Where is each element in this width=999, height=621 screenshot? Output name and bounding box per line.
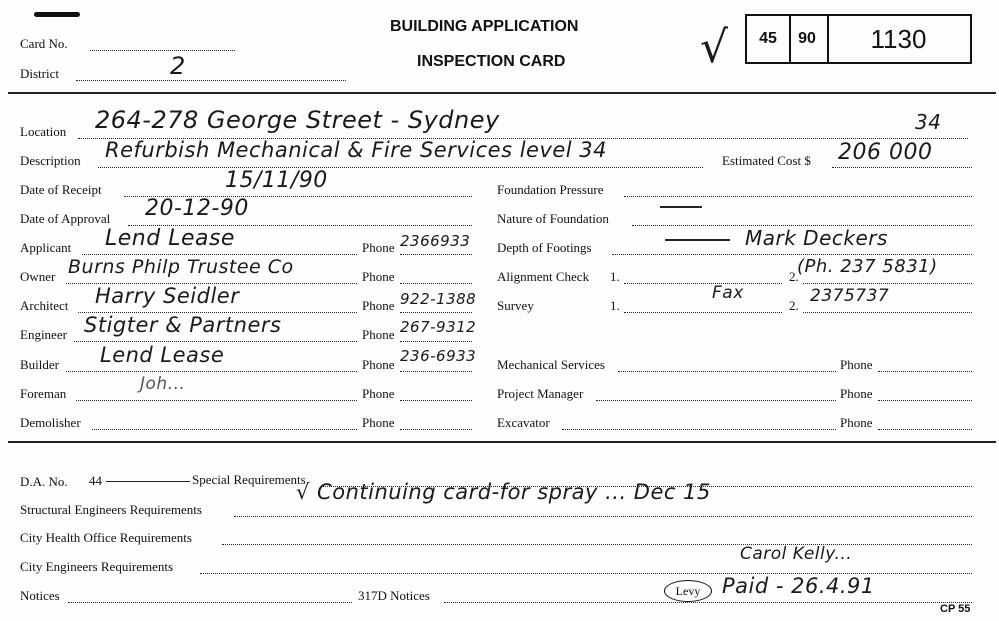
approval-label: Date of Approval bbox=[20, 211, 111, 226]
da-no-label: D.A. No. bbox=[20, 474, 68, 489]
notices-line bbox=[68, 602, 352, 603]
engineer-line bbox=[74, 341, 357, 342]
special-requirements-label: Special Requirements bbox=[192, 472, 306, 487]
survey-1: 1. bbox=[610, 298, 620, 313]
engineer-phone-label: Phone bbox=[362, 327, 395, 342]
applicant-phone-line bbox=[400, 254, 472, 255]
depth-footings-label: Depth of Footings bbox=[497, 240, 592, 255]
applicant-label: Applicant bbox=[20, 240, 72, 255]
foundation-pressure-line bbox=[624, 196, 972, 197]
builder-phone-line bbox=[400, 371, 472, 372]
form-code: CP 55 bbox=[940, 603, 971, 615]
owner-value: Burns Philp Trustee Co bbox=[68, 256, 294, 278]
mechanical-phone-label: Phone bbox=[840, 357, 873, 372]
survey-1-line bbox=[624, 312, 782, 313]
foreman-line bbox=[76, 400, 357, 401]
estimated-cost-line bbox=[832, 167, 972, 168]
district-value: 2 bbox=[170, 52, 186, 80]
project-manager-line bbox=[596, 400, 836, 401]
estimated-cost-value: 206 000 bbox=[838, 140, 933, 165]
applicant-phone-label: Phone bbox=[362, 240, 395, 255]
description-label: Description bbox=[20, 153, 81, 168]
demolisher-phone-line bbox=[400, 429, 472, 430]
owner-phone-line bbox=[400, 283, 472, 284]
engineer-phone-line bbox=[400, 341, 472, 342]
alignment-1-line bbox=[624, 283, 782, 284]
architect-value: Harry Seidler bbox=[95, 284, 240, 308]
structural-value: √ Continuing card-for spray ... Dec 15 bbox=[296, 480, 711, 504]
builder-phone-label: Phone bbox=[362, 357, 395, 372]
code-box-2 bbox=[787, 14, 829, 64]
district-label: District bbox=[20, 66, 59, 81]
builder-value: Lend Lease bbox=[100, 343, 225, 367]
excavator-line bbox=[562, 429, 836, 430]
levy-stamp bbox=[664, 580, 712, 602]
city-health-line bbox=[222, 544, 972, 545]
location-label: Location bbox=[20, 124, 67, 139]
card-number-box bbox=[827, 14, 972, 64]
punch-mark bbox=[34, 12, 80, 17]
architect-phone: 922-1388 bbox=[400, 290, 477, 308]
foreman-phone-label: Phone bbox=[362, 386, 395, 401]
code-box-1-value: 45 bbox=[759, 30, 777, 47]
city-health-label: City Health Office Requirements bbox=[20, 530, 192, 545]
city-engineers-value: Carol Kelly... bbox=[740, 544, 853, 564]
check-mark: √ bbox=[700, 22, 729, 73]
card-no-line bbox=[90, 50, 235, 51]
foundation-pressure-label: Foundation Pressure bbox=[497, 182, 604, 197]
da-no-value: 44 bbox=[89, 473, 102, 488]
applicant-phone: 2366933 bbox=[400, 232, 471, 250]
owner-phone-label: Phone bbox=[362, 269, 395, 284]
owner-label: Owner bbox=[20, 269, 56, 284]
title-line-2: INSPECTION CARD bbox=[417, 53, 566, 70]
description-value: Refurbish Mechanical & Fire Services level 34 bbox=[105, 138, 608, 162]
mechanical-label: Mechanical Services bbox=[497, 357, 605, 372]
paid-value: Paid - 26.4.91 bbox=[722, 574, 875, 598]
architect-phone-label: Phone bbox=[362, 298, 395, 313]
title-line-1: BUILDING APPLICATION bbox=[390, 18, 579, 35]
notices-label: Notices bbox=[20, 588, 60, 603]
engineer-label: Engineer bbox=[20, 327, 67, 342]
architect-phone-line bbox=[400, 312, 472, 313]
project-manager-phone-label: Phone bbox=[840, 386, 873, 401]
survey-label: Survey bbox=[497, 298, 534, 313]
project-manager-phone-line bbox=[878, 400, 972, 401]
da-no-strike bbox=[106, 481, 190, 482]
levy-label: Levy bbox=[675, 583, 701, 598]
builder-line bbox=[66, 371, 357, 372]
depth-footings-value: Mark Deckers bbox=[745, 226, 888, 250]
mechanical-phone-line bbox=[878, 371, 972, 372]
foreman-value: Joh... bbox=[140, 374, 186, 394]
structural-label: Structural Engineers Requirements bbox=[20, 502, 202, 517]
code-box-2-value: 90 bbox=[798, 30, 816, 47]
city-engineers-label: City Engineers Requirements bbox=[20, 559, 174, 574]
project-manager-label: Project Manager bbox=[497, 386, 584, 401]
alignment-2: 2. bbox=[789, 269, 799, 284]
fax-value: 2375737 bbox=[810, 286, 890, 306]
alignment-2-line bbox=[803, 283, 972, 284]
excavator-label: Excavator bbox=[497, 415, 550, 430]
nature-foundation-dash bbox=[660, 206, 702, 208]
applicant-value: Lend Lease bbox=[105, 226, 235, 251]
structural-line bbox=[234, 516, 972, 517]
card-no-label: Card No. bbox=[20, 36, 68, 51]
receipt-label: Date of Receipt bbox=[20, 182, 102, 197]
engineer-phone: 267-9312 bbox=[400, 318, 477, 336]
approval-value: 20-12-90 bbox=[145, 196, 249, 221]
code-box-1 bbox=[745, 14, 791, 64]
notices-317d-label: 317D Notices bbox=[358, 588, 430, 603]
excavator-phone-label: Phone bbox=[840, 415, 873, 430]
builder-phone: 236-6933 bbox=[400, 347, 477, 365]
middle-divider bbox=[8, 441, 996, 443]
survey-2-line bbox=[803, 312, 972, 313]
receipt-value: 15/11/90 bbox=[225, 168, 328, 193]
survey-2: 2. bbox=[789, 298, 799, 313]
fax-label: Fax bbox=[712, 283, 744, 303]
depth-footings-dash bbox=[665, 239, 730, 241]
depth-footings-line bbox=[612, 254, 972, 255]
alignment-1: 1. bbox=[610, 269, 620, 284]
estimated-cost-label: Estimated Cost $ bbox=[722, 153, 811, 168]
builder-label: Builder bbox=[20, 357, 59, 372]
demolisher-line bbox=[92, 429, 357, 430]
alignment-value: (Ph. 237 5831) bbox=[797, 256, 938, 277]
foreman-label: Foreman bbox=[20, 386, 67, 401]
engineer-value: Stigter & Partners bbox=[84, 313, 282, 337]
description-line bbox=[98, 167, 703, 168]
architect-label: Architect bbox=[20, 298, 69, 313]
excavator-phone-line bbox=[878, 429, 972, 430]
mechanical-line bbox=[618, 371, 836, 372]
nature-foundation-label: Nature of Foundation bbox=[497, 211, 609, 226]
location-extra: 34 bbox=[915, 110, 942, 134]
demolisher-label: Demolisher bbox=[20, 415, 81, 430]
applicant-line bbox=[82, 254, 357, 255]
header-divider bbox=[8, 92, 996, 94]
foreman-phone-line bbox=[400, 400, 472, 401]
alignment-check-label: Alignment Check bbox=[497, 269, 590, 284]
notices-317d-line bbox=[444, 602, 972, 603]
location-value: 264-278 George Street - Sydney bbox=[95, 106, 500, 134]
demolisher-phone-label: Phone bbox=[362, 415, 395, 430]
district-line bbox=[76, 80, 346, 81]
card-number-value: 1130 bbox=[870, 23, 927, 54]
